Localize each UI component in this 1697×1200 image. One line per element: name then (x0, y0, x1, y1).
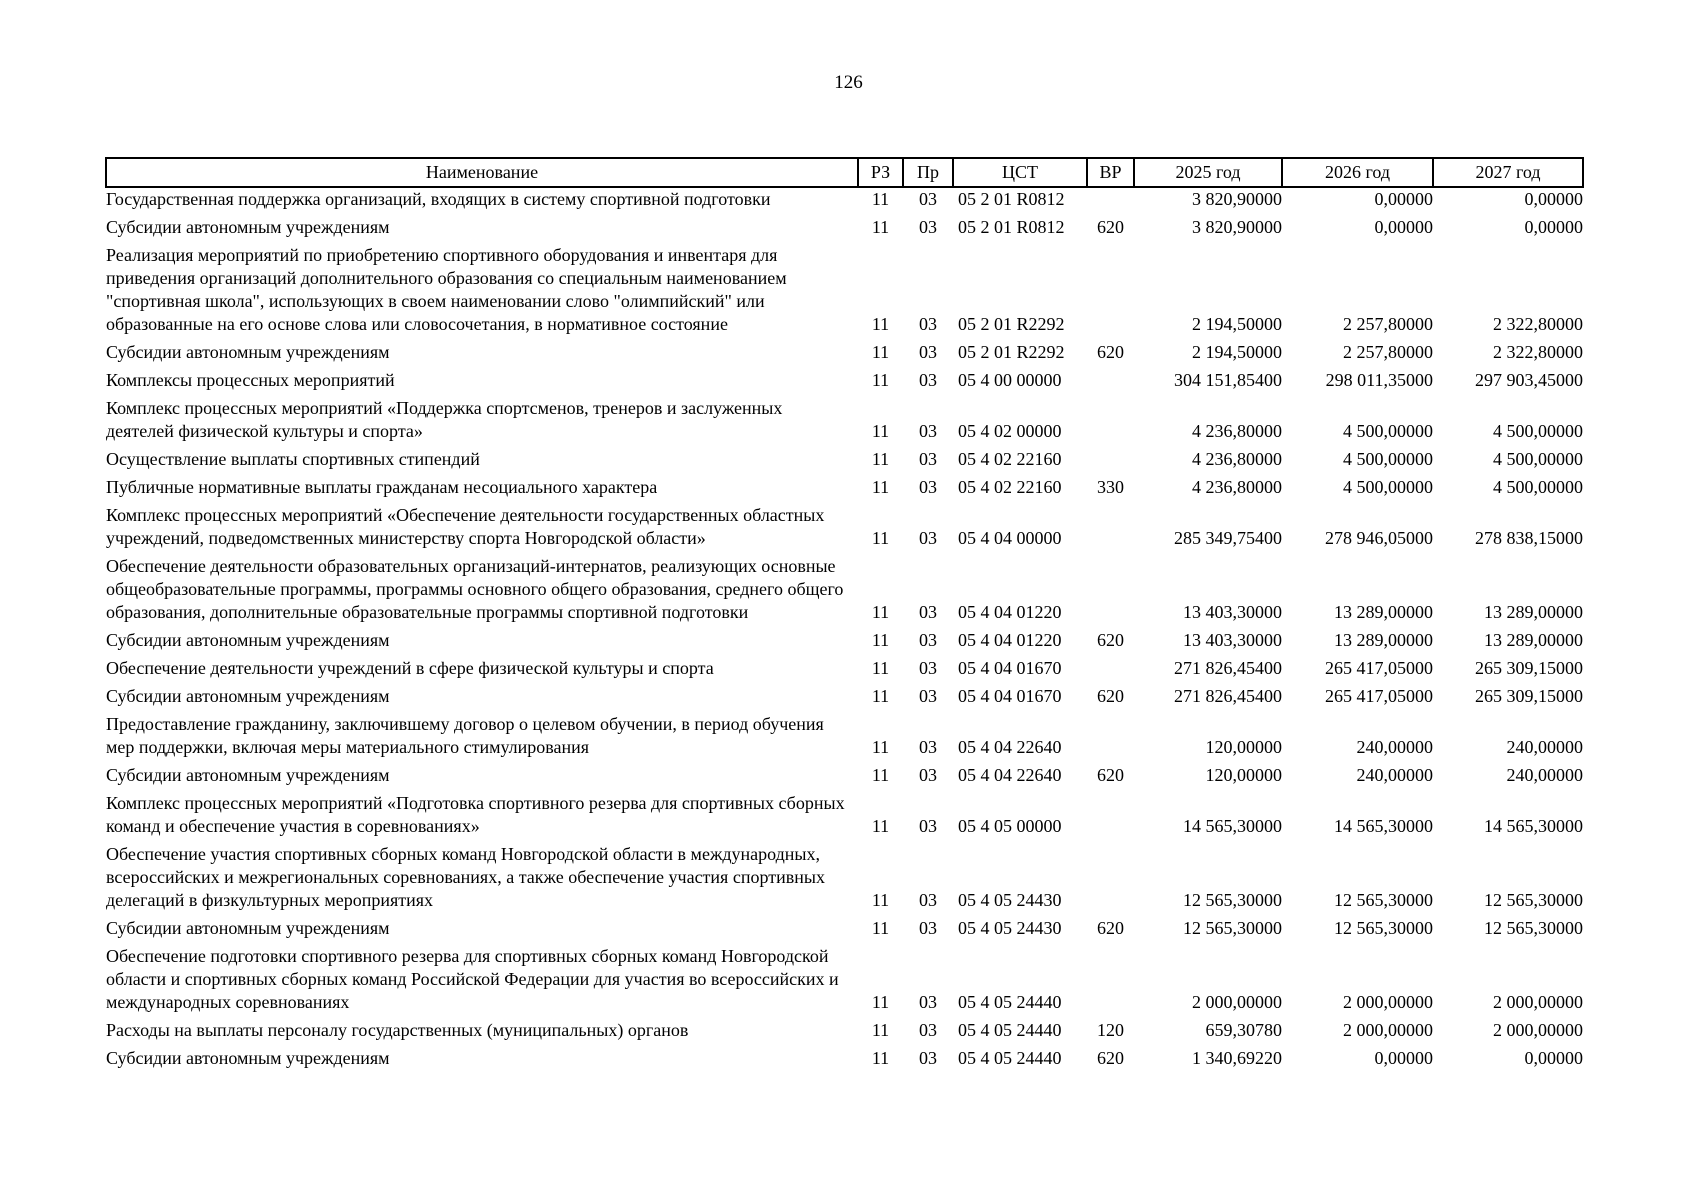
header-2025: 2025 год (1134, 158, 1282, 187)
cell-rz: 11 (871, 189, 890, 209)
cell-2027: 265 309,15000 (1475, 658, 1583, 678)
table-row (106, 476, 1583, 504)
cell-2025: 2 000,00000 (1192, 992, 1282, 1012)
cell-rz: 11 (871, 370, 890, 390)
cell-2025: 659,30780 (1205, 1020, 1282, 1040)
cell-cst: 05 2 01 R2292 (958, 342, 1065, 362)
cell-vr (1087, 504, 1134, 555)
cell-vr: 120 (1097, 1020, 1124, 1040)
cell-pr: 03 (919, 765, 937, 785)
cell-2025: 3 820,90000 (1192, 217, 1282, 237)
cell-2026: 2 000,00000 (1343, 1020, 1433, 1040)
cell-2026: 240,00000 (1356, 765, 1433, 785)
cell-2026: 298 011,35000 (1325, 370, 1433, 390)
cell-2026: 265 417,05000 (1325, 686, 1433, 706)
cell-vr (1087, 397, 1134, 448)
cell-rz: 11 (871, 528, 890, 548)
table-row (106, 1047, 1583, 1075)
cell-vr: 620 (1097, 217, 1124, 237)
table-row (106, 397, 1583, 448)
table-row (106, 657, 1583, 685)
cell-vr: 330 (1097, 477, 1124, 497)
cell-2025: 304 151,85400 (1174, 370, 1282, 390)
cell-pr: 03 (919, 1020, 937, 1040)
cell-name: Комплекс процессных мероприятий «Поддержка спортсменов, тренеров и заслуженных деятелей физической культуры и спорта» (106, 398, 783, 441)
table-row (106, 843, 1583, 917)
cell-name: Субсидии автономным учреждениям (106, 1048, 390, 1068)
cell-name: Субсидии автономным учреждениям (106, 765, 390, 785)
cell-vr (1087, 369, 1134, 397)
cell-vr (1087, 843, 1134, 917)
cell-2025: 4 236,80000 (1192, 449, 1282, 469)
cell-rz: 11 (871, 217, 890, 237)
cell-cst: 05 2 01 R0812 (958, 189, 1065, 209)
cell-2026: 2 257,80000 (1343, 314, 1433, 334)
cell-rz: 11 (871, 421, 890, 441)
budget-table (105, 157, 1584, 1075)
cell-2027: 240,00000 (1506, 737, 1583, 757)
cell-2027: 240,00000 (1506, 765, 1583, 785)
table-row (106, 369, 1583, 397)
cell-vr: 620 (1097, 1048, 1124, 1068)
cell-vr: 620 (1097, 686, 1124, 706)
cell-2027: 0,00000 (1524, 1048, 1583, 1068)
cell-rz: 11 (871, 449, 890, 469)
cell-2026: 0,00000 (1374, 189, 1433, 209)
cell-cst: 05 4 05 00000 (958, 816, 1062, 836)
table-row (106, 216, 1583, 244)
cell-2027: 2 322,80000 (1493, 314, 1583, 334)
cell-vr (1087, 657, 1134, 685)
cell-2026: 14 565,30000 (1334, 816, 1433, 836)
cell-cst: 05 4 02 22160 (958, 449, 1062, 469)
cell-2027: 4 500,00000 (1493, 477, 1583, 497)
cell-cst: 05 4 04 01670 (958, 658, 1062, 678)
table-row (106, 713, 1583, 764)
cell-name: Субсидии автономным учреждениям (106, 342, 390, 362)
cell-2027: 0,00000 (1524, 189, 1583, 209)
cell-rz: 11 (871, 737, 890, 757)
cell-pr: 03 (919, 1048, 937, 1068)
cell-2027: 278 838,15000 (1475, 528, 1583, 548)
cell-pr: 03 (919, 686, 937, 706)
table-row (106, 917, 1583, 945)
cell-name: Субсидии автономным учреждениям (106, 918, 390, 938)
cell-vr (1087, 713, 1134, 764)
cell-name: Государственная поддержка организаций, входящих в систему спортивной подготовки (106, 189, 771, 209)
table-body (106, 187, 1583, 1075)
cell-2025: 271 826,45400 (1174, 658, 1282, 678)
table-row (106, 187, 1583, 216)
cell-pr: 03 (919, 370, 937, 390)
cell-name: Комплексы процессных мероприятий (106, 370, 395, 390)
cell-cst: 05 4 04 22640 (958, 737, 1062, 757)
header-rz: РЗ (858, 158, 903, 187)
cell-pr: 03 (919, 477, 937, 497)
cell-2026: 2 000,00000 (1343, 992, 1433, 1012)
cell-2025: 4 236,80000 (1192, 421, 1282, 441)
cell-cst: 05 4 05 24440 (958, 1020, 1062, 1040)
cell-2027: 0,00000 (1524, 217, 1583, 237)
cell-2027: 2 000,00000 (1493, 1020, 1583, 1040)
table-row (106, 685, 1583, 713)
table-row (106, 504, 1583, 555)
cell-2026: 2 257,80000 (1343, 342, 1433, 362)
table-row (106, 555, 1583, 629)
cell-name: Реализация мероприятий по приобретению спортивного оборудования и инвентаря для приведения организаций дополнительного образования со специальным наименованием "спортивная школа", использующих в своем наименовании слово "олимпийский" или образованные на его основе слова или словосочетания, в нормативное состояние (106, 245, 787, 334)
header-2026: 2026 год (1282, 158, 1433, 187)
cell-cst: 05 4 05 24430 (958, 890, 1062, 910)
cell-name: Комплекс процессных мероприятий «Обеспечение деятельности государственных областных учреждений, подведомственных министерству спорта Новгородской области» (106, 505, 825, 548)
table-row (106, 244, 1583, 341)
cell-name: Обеспечение подготовки спортивного резерва для спортивных сборных команд Новгородской области и спортивных сборных команд Российской Федерации для участия во всероссийских и международных соревнованиях (106, 946, 839, 1012)
cell-2026: 278 946,05000 (1325, 528, 1433, 548)
cell-2027: 13 289,00000 (1484, 602, 1583, 622)
table-row (106, 629, 1583, 657)
cell-rz: 11 (871, 1020, 890, 1040)
cell-cst: 05 4 04 01220 (958, 602, 1062, 622)
cell-2025: 120,00000 (1205, 737, 1282, 757)
cell-pr: 03 (919, 528, 937, 548)
cell-pr: 03 (919, 602, 937, 622)
cell-2026: 12 565,30000 (1334, 890, 1433, 910)
table-row (106, 341, 1583, 369)
cell-rz: 11 (871, 342, 890, 362)
cell-rz: 11 (871, 658, 890, 678)
cell-pr: 03 (919, 449, 937, 469)
cell-vr: 620 (1097, 630, 1124, 650)
cell-pr: 03 (919, 658, 937, 678)
cell-2026: 13 289,00000 (1334, 630, 1433, 650)
cell-vr (1087, 555, 1134, 629)
cell-vr (1087, 945, 1134, 1019)
table-row (106, 1019, 1583, 1047)
cell-2027: 13 289,00000 (1484, 630, 1583, 650)
cell-cst: 05 4 02 22160 (958, 477, 1062, 497)
cell-name: Обеспечение деятельности учреждений в сфере физической культуры и спорта (106, 658, 714, 678)
cell-2026: 240,00000 (1356, 737, 1433, 757)
cell-cst: 05 4 00 00000 (958, 370, 1062, 390)
cell-cst: 05 4 05 24430 (958, 918, 1062, 938)
cell-2027: 2 000,00000 (1493, 992, 1583, 1012)
cell-pr: 03 (919, 890, 937, 910)
cell-name: Обеспечение деятельности образовательных организаций-интернатов, реализующих основные общеобразовательные программы, программы основного общего образования, среднего общего образования, дополнительные образовательные программы спортивной подготовки (106, 556, 844, 622)
cell-name: Расходы на выплаты персоналу государственных (муниципальных) органов (106, 1020, 689, 1040)
cell-2025: 12 565,30000 (1183, 890, 1282, 910)
cell-rz: 11 (871, 1048, 890, 1068)
cell-name: Осуществление выплаты спортивных стипендий (106, 449, 480, 469)
header-name: Наименование (106, 158, 858, 187)
cell-cst: 05 2 01 R2292 (958, 314, 1065, 334)
cell-cst: 05 4 04 00000 (958, 528, 1062, 548)
cell-rz: 11 (871, 890, 890, 910)
cell-pr: 03 (919, 816, 937, 836)
cell-rz: 11 (871, 816, 890, 836)
cell-pr: 03 (919, 630, 937, 650)
cell-vr: 620 (1097, 918, 1124, 938)
cell-2025: 1 340,69220 (1192, 1048, 1282, 1068)
cell-rz: 11 (871, 477, 890, 497)
cell-pr: 03 (919, 737, 937, 757)
header-vr: ВР (1087, 158, 1134, 187)
cell-2026: 12 565,30000 (1334, 918, 1433, 938)
cell-rz: 11 (871, 992, 890, 1012)
cell-vr (1087, 448, 1134, 476)
cell-2027: 265 309,15000 (1475, 686, 1583, 706)
cell-pr: 03 (919, 314, 937, 334)
cell-2027: 12 565,30000 (1484, 890, 1583, 910)
cell-cst: 05 4 02 00000 (958, 421, 1062, 441)
cell-pr: 03 (919, 918, 937, 938)
cell-name: Публичные нормативные выплаты гражданам несоциального характера (106, 477, 658, 497)
cell-cst: 05 2 01 R0812 (958, 217, 1065, 237)
cell-2025: 2 194,50000 (1192, 314, 1282, 334)
cell-vr (1087, 792, 1134, 843)
cell-pr: 03 (919, 421, 937, 441)
cell-2026: 4 500,00000 (1343, 477, 1433, 497)
cell-rz: 11 (871, 765, 890, 785)
cell-rz: 11 (871, 314, 890, 334)
cell-2026: 13 289,00000 (1334, 602, 1433, 622)
cell-cst: 05 4 04 22640 (958, 765, 1062, 785)
cell-2025: 12 565,30000 (1183, 918, 1282, 938)
cell-2025: 271 826,45400 (1174, 686, 1282, 706)
cell-cst: 05 4 05 24440 (958, 992, 1062, 1012)
cell-cst: 05 4 04 01220 (958, 630, 1062, 650)
cell-vr: 620 (1097, 342, 1124, 362)
cell-pr: 03 (919, 189, 937, 209)
cell-pr: 03 (919, 992, 937, 1012)
header-cst: ЦСТ (953, 158, 1087, 187)
cell-2027: 297 903,45000 (1475, 370, 1583, 390)
cell-rz: 11 (871, 602, 890, 622)
cell-cst: 05 4 05 24440 (958, 1048, 1062, 1068)
cell-2025: 13 403,30000 (1183, 630, 1282, 650)
cell-name: Комплекс процессных мероприятий «Подготовка спортивного резерва для спортивных сборных команд и обеспечение участия в соревнованиях» (106, 793, 845, 836)
table-header-row (106, 158, 1583, 187)
header-2027: 2027 год (1433, 158, 1583, 187)
cell-rz: 11 (871, 918, 890, 938)
cell-2026: 4 500,00000 (1343, 421, 1433, 441)
cell-name: Субсидии автономным учреждениям (106, 686, 390, 706)
cell-name: Субсидии автономным учреждениям (106, 217, 390, 237)
cell-rz: 11 (871, 686, 890, 706)
cell-2027: 4 500,00000 (1493, 449, 1583, 469)
cell-2026: 0,00000 (1374, 217, 1433, 237)
cell-pr: 03 (919, 342, 937, 362)
cell-2025: 120,00000 (1205, 765, 1282, 785)
page-number: 126 (834, 72, 863, 93)
cell-2027: 2 322,80000 (1493, 342, 1583, 362)
cell-vr (1087, 187, 1134, 216)
cell-2026: 0,00000 (1374, 1048, 1433, 1068)
cell-vr (1087, 244, 1134, 341)
cell-2025: 3 820,90000 (1192, 189, 1282, 209)
header-pr: Пр (903, 158, 953, 187)
cell-vr: 620 (1097, 765, 1124, 785)
table-row (106, 792, 1583, 843)
cell-2027: 4 500,00000 (1493, 421, 1583, 441)
cell-2025: 2 194,50000 (1192, 342, 1282, 362)
cell-2026: 4 500,00000 (1343, 449, 1433, 469)
cell-name: Предоставление гражданину, заключившему договор о целевом обучении, в период обучения мер поддержки, включая меры материального стимулирования (106, 714, 824, 757)
cell-2027: 14 565,30000 (1484, 816, 1583, 836)
cell-2025: 14 565,30000 (1183, 816, 1282, 836)
cell-2026: 265 417,05000 (1325, 658, 1433, 678)
cell-2025: 4 236,80000 (1192, 477, 1282, 497)
cell-name: Обеспечение участия спортивных сборных команд Новгородской области в международных, всероссийских и межрегиональных соревнованиях, а также обеспечение участия спортивных делегаций в физкультурных мероприятиях (106, 844, 825, 910)
table-row (106, 945, 1583, 1019)
cell-cst: 05 4 04 01670 (958, 686, 1062, 706)
cell-2025: 13 403,30000 (1183, 602, 1282, 622)
cell-2025: 285 349,75400 (1174, 528, 1282, 548)
table-row (106, 764, 1583, 792)
table-row (106, 448, 1583, 476)
cell-name: Субсидии автономным учреждениям (106, 630, 390, 650)
cell-pr: 03 (919, 217, 937, 237)
cell-rz: 11 (871, 630, 890, 650)
cell-2027: 12 565,30000 (1484, 918, 1583, 938)
